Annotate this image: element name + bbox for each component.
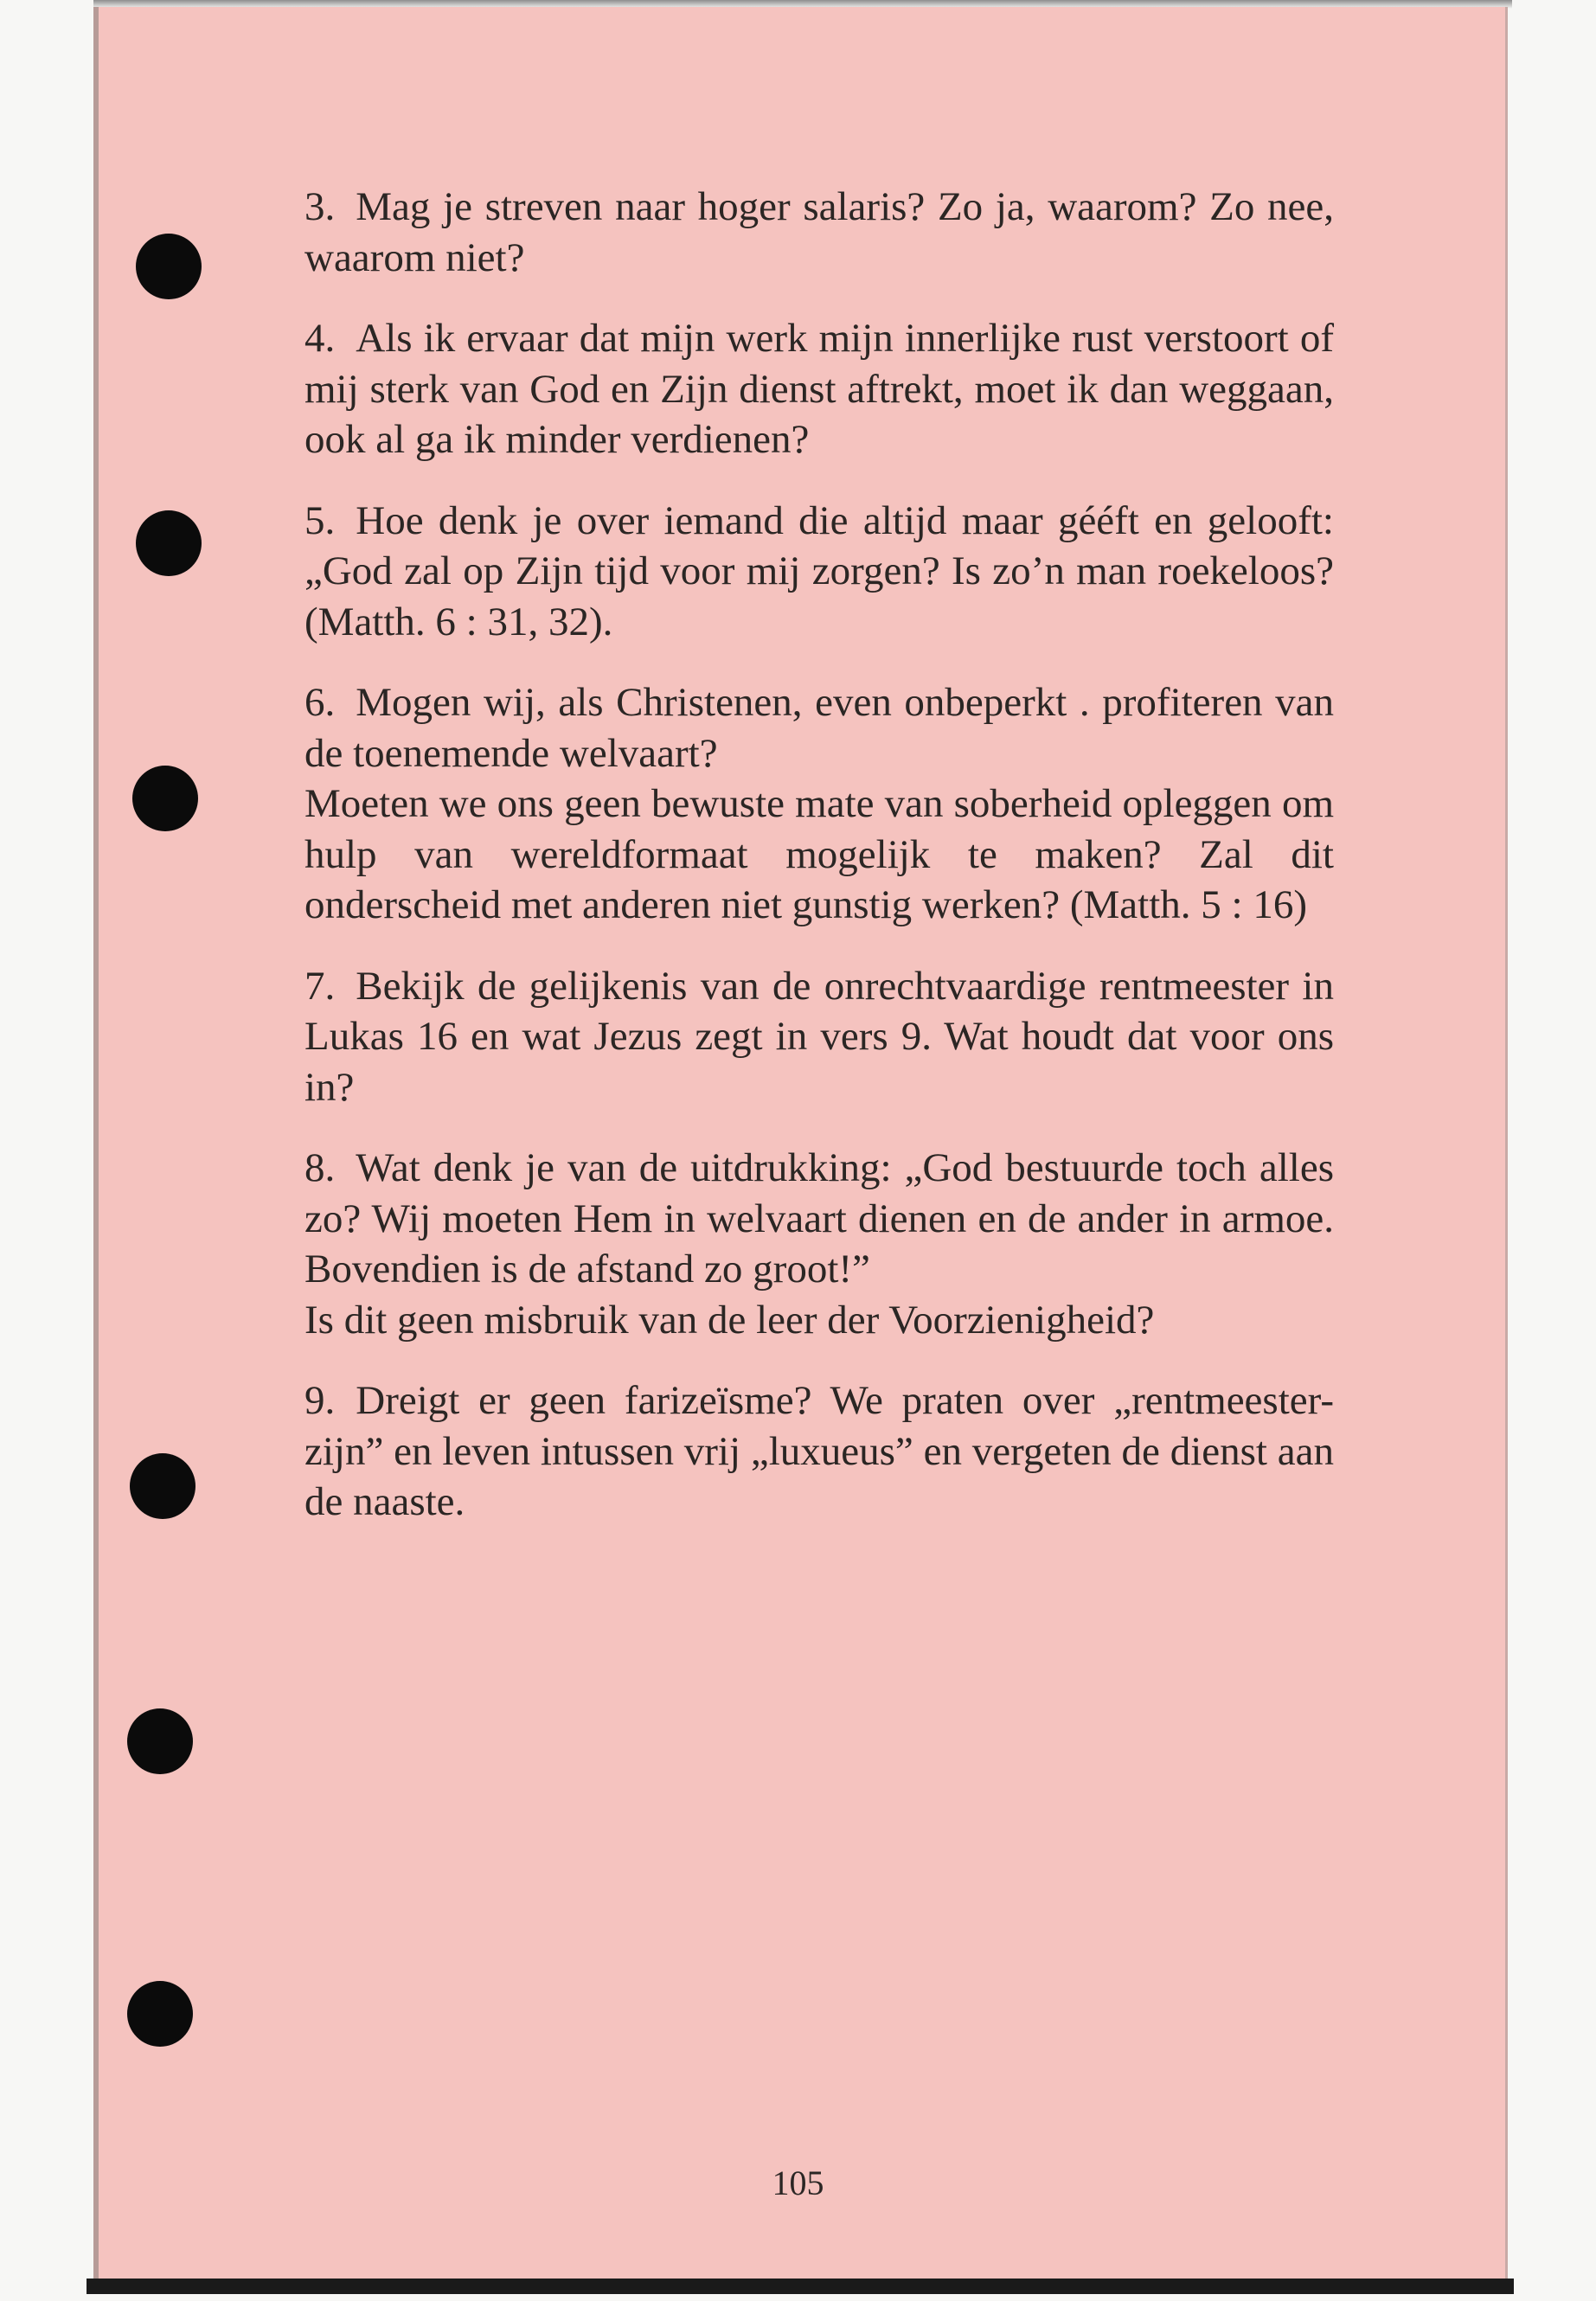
question-7	[304, 961, 1334, 1113]
question-number: 5.	[304, 497, 336, 543]
binder-hole	[136, 234, 202, 299]
question-continuation: Is dit geen misbruik van de leer der Voorzienigheid?	[304, 1297, 1155, 1343]
page-bottom-edge	[87, 2279, 1514, 2294]
question-text: Dreigt er geen farizeïsme? We praten over „rentmeester-zijn” en leven intussen vrij „luxueus” en vergeten de dienst aan de naaste.	[304, 1378, 1334, 1524]
question-4	[304, 313, 1334, 465]
question-6	[304, 677, 1334, 931]
question-number: 9.	[304, 1378, 336, 1423]
question-text: Wat denk je van de uitdrukking: „God bestuurde toch alles zo? Wij moeten Hem in welvaart dienen en de ander in armoe. Bovendien is de afstand zo groot!”	[304, 1145, 1334, 1292]
question-text: Mogen wij, als Christenen, even onbeperkt . profiteren van de toenemende welvaart?	[304, 680, 1334, 776]
question-3	[304, 182, 1334, 283]
question-number: 3.	[304, 184, 336, 229]
question-number: 4.	[304, 316, 336, 361]
question-text: Bekijk de gelijkenis van de onrechtvaardige rentmeester in Lukas 16 en wat Jezus zegt in vers 9. Wat houdt dat voor ons in?	[304, 963, 1334, 1110]
question-text: Als ik ervaar dat mijn werk mijn innerlijke rust verstoort of mij sterk van God en Zijn dienst aftrekt, moet ik dan weggaan, ook al ga ik minder verdienen?	[304, 316, 1334, 462]
question-continuation: Moeten we ons geen bewuste mate van soberheid opleggen om hulp van wereldformaat mogelijk te maken? Zal dit onderscheid met anderen niet gunstig werken? (Matth. 5 : 16)	[304, 781, 1334, 927]
question-9	[304, 1375, 1334, 1528]
question-number: 7.	[304, 963, 336, 1009]
question-5	[304, 496, 1334, 648]
question-number: 6.	[304, 680, 336, 725]
question-list	[304, 182, 1334, 1558]
question-8	[304, 1143, 1334, 1345]
question-text: Mag je streven naar hoger salaris? Zo ja, waarom? Zo nee, waarom niet?	[304, 184, 1334, 280]
page-number: 105	[772, 2163, 824, 2202]
question-number: 8.	[304, 1145, 336, 1190]
question-text: Hoe denk je over iemand die altijd maar gééft en gelooft: „God zal op Zijn tijd voor mij zorgen? Is zo’n man roekeloos? (Matth. 6 : 31, 32).	[304, 497, 1334, 644]
binder-hole	[127, 1981, 193, 2047]
binder-hole	[136, 510, 202, 576]
binder-hole	[132, 766, 198, 831]
binder-hole	[127, 1708, 193, 1774]
binder-hole	[130, 1453, 195, 1519]
